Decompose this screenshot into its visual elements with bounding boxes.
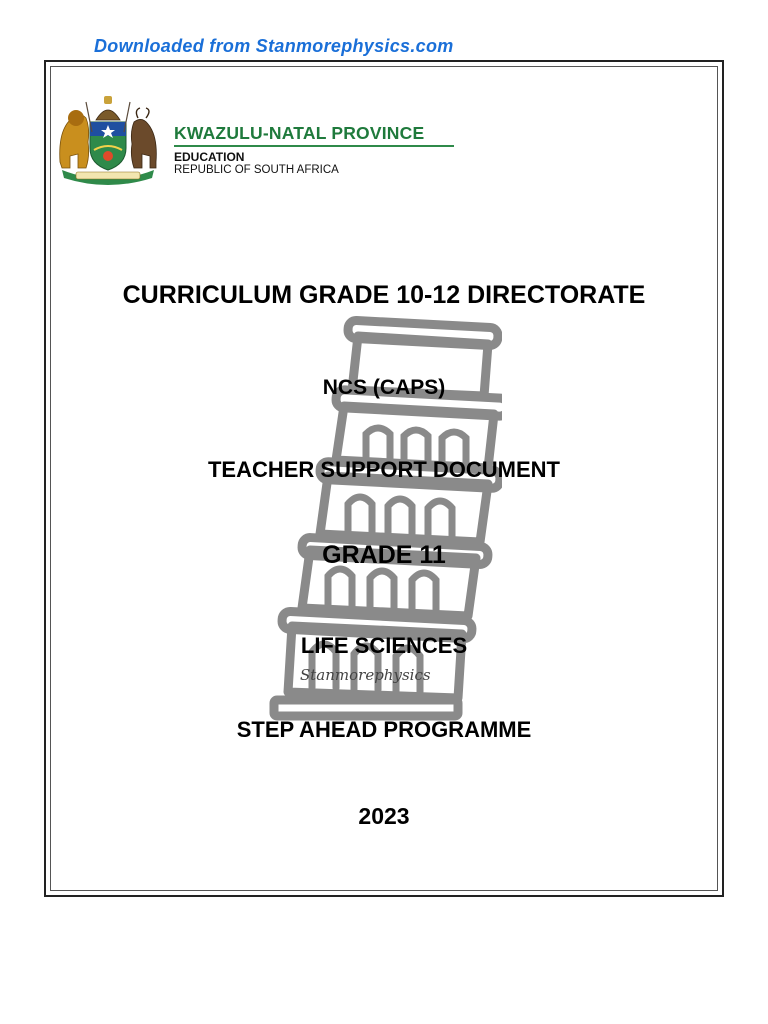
watermark-text: Stanmorephysics bbox=[300, 666, 431, 684]
programme-label: STEP AHEAD PROGRAMME bbox=[236, 717, 532, 742]
province-name: KWAZULU-NATAL PROVINCE bbox=[174, 123, 425, 143]
department-name: EDUCATION bbox=[174, 150, 245, 164]
curriculum-label: NCS (CAPS) bbox=[322, 376, 446, 399]
department-header bbox=[56, 92, 466, 188]
header-divider bbox=[174, 145, 454, 147]
coat-of-arms-icon bbox=[56, 92, 160, 188]
subject-label: LIFE SCIENCES bbox=[300, 633, 468, 658]
source-link[interactable]: Downloaded from Stanmorephysics.com bbox=[94, 36, 454, 56]
directorate-title: CURRICULUM GRADE 10-12 DIRECTORATE bbox=[122, 281, 646, 309]
year-label: 2023 bbox=[358, 803, 410, 829]
leaning-tower-icon bbox=[262, 296, 502, 726]
grade-label: GRADE 11 bbox=[322, 541, 446, 569]
document-type: TEACHER SUPPORT DOCUMENT bbox=[207, 457, 560, 482]
country-name: REPUBLIC OF SOUTH AFRICA bbox=[174, 164, 339, 176]
